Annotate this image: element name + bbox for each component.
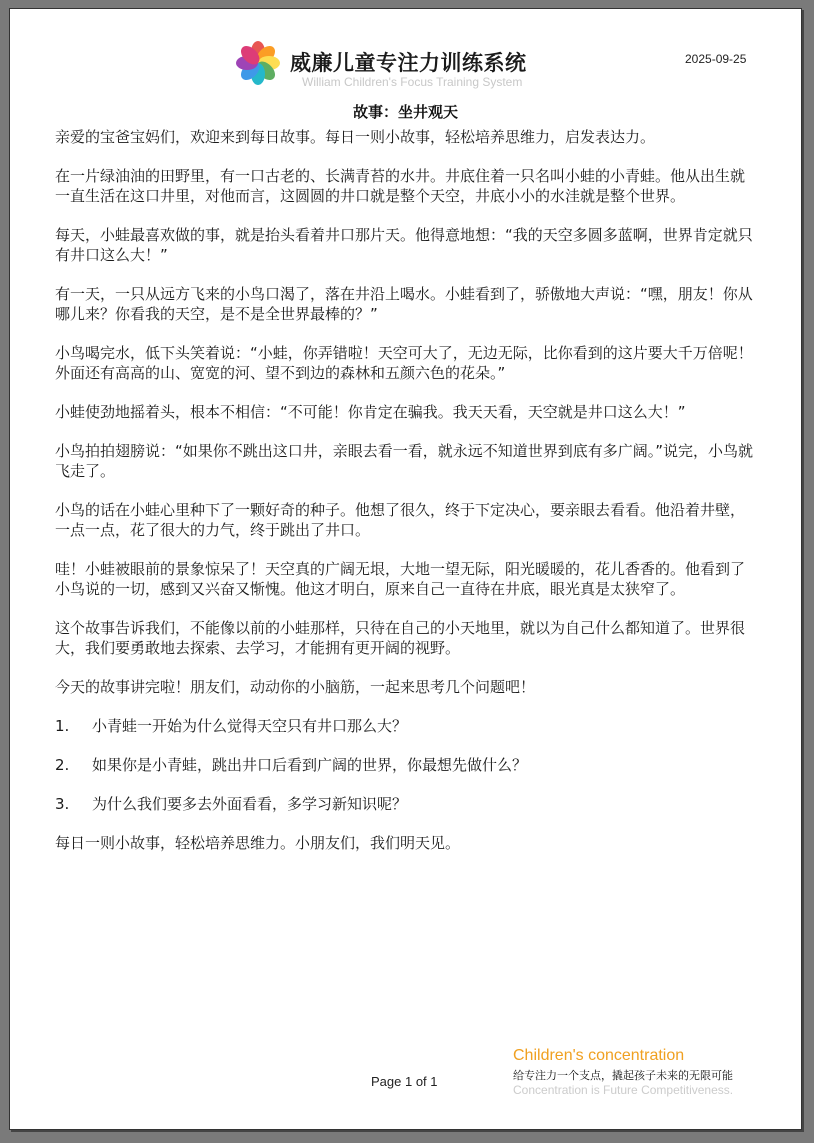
question-item <box>55 716 755 736</box>
story-body <box>55 127 755 872</box>
footer-slogan-cn: 给专注力一个支点，撬起孩子未来的无限可能 <box>513 1069 733 1082</box>
system-subtitle: William Children's Focus Training System <box>302 75 523 89</box>
question-item <box>55 755 755 775</box>
story-paragraph: 今天的故事讲完啦！朋友们，动动你的小脑筋，一起来思考几个问题吧！ <box>55 678 536 696</box>
story-paragraph: 在一片绿油油的田野里，有一口古老的、长满青苔的水井。井底住着一只名叫小蛙的小青蛙。他从出生就一直生活在这口井里，对他而言，这圆圆的井口就是整个天空，井底小小的水洼就是整个世界。 <box>55 167 746 205</box>
footer-slogan-en: Concentration is Future Competitiveness. <box>513 1083 734 1097</box>
question-item <box>55 794 755 814</box>
story-title: 故事：坐井观天 <box>352 103 458 121</box>
story-paragraph: 这个故事告诉我们，不能像以前的小蛙那样，只待在自己的小天地里，就以为自己什么都知道了。世界很大，我们要勇敢地去探索、去学习，才能拥有更开阔的视野。 <box>55 619 746 657</box>
question-number: 1. <box>55 717 70 735</box>
story-paragraph: 亲爱的宝爸宝妈们，欢迎来到每日故事。每日一则小故事，轻松培养思维力，启发表达力。 <box>55 128 656 146</box>
footer-brand: Children's concentration <box>513 1047 685 1064</box>
story-paragraph: 小蛙使劲地摇着头，根本不相信：“不可能！你肯定在骗我。我天天看，天空就是井口这么大！” <box>55 403 686 421</box>
story-paragraph: 哇！小蛙被眼前的景象惊呆了！天空真的广阔无垠，大地一望无际，阳光暖暖的，花儿香香的。他看到了小鸟说的一切，感到又兴奋又惭愧。他这才明白，原来自己一直待在井底，眼光真是太狭窄了。 <box>55 560 746 598</box>
page-number: Page 1 of 1 <box>371 1074 438 1089</box>
story-paragraph: 小鸟喝完水，低下头笑着说：“小蛙，你弄错啦！天空可大了，无边无际，比你看到的这片要大千万倍呢！外面还有高高的山、宽宽的河、望不到边的森林和五颜六色的花朵。” <box>55 344 753 382</box>
question-number: 3. <box>55 795 70 813</box>
question-text: 为什么我们要多去外面看看，多学习新知识呢？ <box>92 795 408 813</box>
story-paragraph: 每天，小蛙最喜欢做的事，就是抬头看着井口那片天。他得意地想：“我的天空多圆多蓝啊，世界肯定就只有井口这么大！” <box>55 226 753 264</box>
document-date: 2025-09-25 <box>685 52 747 66</box>
story-paragraph: 小鸟的话在小蛙心里种下了一颗好奇的种子。他想了很久，终于下定决心，要亲眼去看看。他沿着井壁，一点一点，花了很大的力气，终于跳出了井口。 <box>55 501 746 539</box>
flower-petals-logo-icon <box>234 39 282 87</box>
story-closing: 每日一则小故事，轻松培养思维力。小朋友们，我们明天见。 <box>55 834 461 852</box>
story-paragraph: 小鸟拍拍翅膀说：“如果你不跳出这口井，亲眼去看一看，就永远不知道世界到底有多广阔。”说完，小鸟就飞走了。 <box>55 442 754 480</box>
system-title: 威廉儿童专注力训练系统 <box>290 51 527 75</box>
question-number: 2. <box>55 756 70 774</box>
question-text: 小青蛙一开始为什么觉得天空只有井口那么大？ <box>92 717 408 735</box>
story-paragraph: 有一天，一只从远方飞来的小鸟口渴了，落在井沿上喝水。小蛙看到了，骄傲地大声说：“嘿，朋友！你从哪儿来？你看我的天空，是不是全世界最棒的？” <box>55 285 753 323</box>
document-page <box>9 8 802 1130</box>
question-text: 如果你是小青蛙，跳出井口后看到广阔的世界，你最想先做什么？ <box>92 756 528 774</box>
